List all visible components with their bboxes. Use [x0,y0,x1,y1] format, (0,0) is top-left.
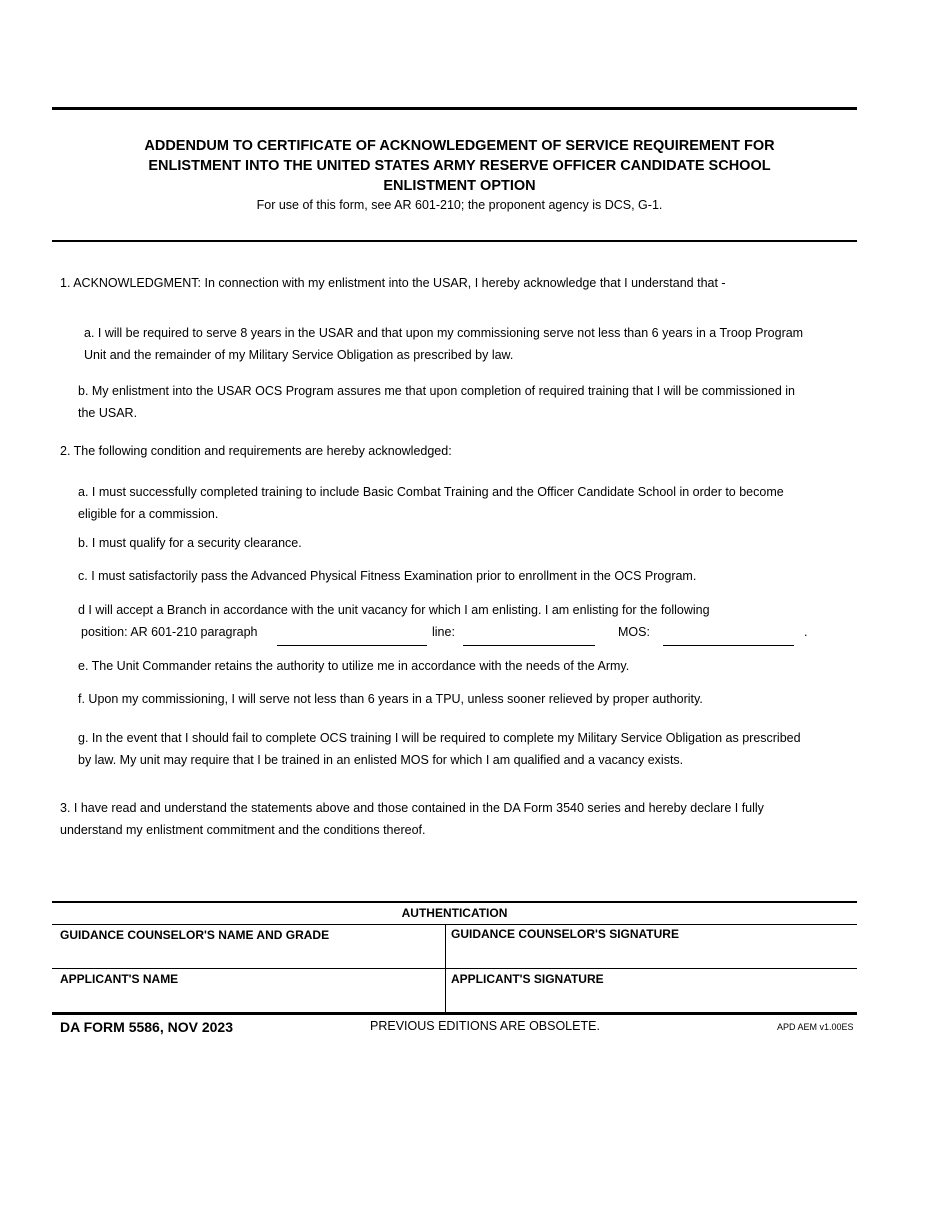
paragraph-3-line-1: 3. I have read and understand the statements above and those contained in the DA Form 3540 series and hereby declare I fully [60,801,764,815]
form-id: DA FORM 5586, NOV 2023 [60,1019,233,1035]
authentication-heading-rule [52,924,857,925]
authentication-section [52,901,857,1015]
paragraph-2b: b. I must qualify for a security clearance. [78,536,302,550]
paragraph-2g-line-1: g. In the event that I should fail to complete OCS training I will be required to complete my Military Service Obligation as prescribed [78,731,801,745]
applicant-name-field[interactable]: APPLICANT'S NAME [60,972,179,986]
paragraph-1a-line-2: Unit and the remainder of my Military Service Obligation as prescribed by law. [84,348,514,362]
paragraph-2a-line-1: a. I must successfully completed training to include Basic Combat Training and the Officer Candidate School in order to become [78,485,784,499]
header-rule [52,240,857,242]
mos-field-underline [663,644,794,646]
authentication-top-rule [52,901,857,903]
line-field-underline [463,644,595,646]
counselor-signature-field[interactable]: GUIDANCE COUNSELOR'S SIGNATURE [451,927,679,941]
line-label: line: [432,625,455,639]
authentication-bottom-rule [52,1012,857,1015]
paragraph-2a-line-2: eligible for a commission. [78,507,219,521]
top-rule [52,107,857,110]
form-subtitle: For use of this form, see AR 601-210; the proponent agency is DCS, G-1. [256,198,663,212]
form-title-line-2: ENLISTMENT INTO THE UNITED STATES ARMY RESERVE OFFICER CANDIDATE SCHOOL [148,158,771,174]
paragraph-2d-line-2: position: AR 601-210 paragraph [81,625,258,639]
editions-note: PREVIOUS EDITIONS ARE OBSOLETE. [370,1019,600,1033]
paragraph-1b-line-2: the USAR. [78,406,138,420]
form-version: APD AEM v1.00ES [777,1022,854,1032]
ar-paragraph-field-underline [277,644,427,646]
form-title-line-3: ENLISTMENT OPTION [383,178,536,194]
paragraph-2c: c. I must satisfactorily pass the Advanced Physical Fitness Examination prior to enrollment in the OCS Program. [78,569,697,583]
paragraph-2g-line-2: by law. My unit may require that I be trained in an enlisted MOS for which I am qualified and a vacancy exists. [78,753,684,767]
authentication-heading: AUTHENTICATION [401,906,508,920]
paragraph-1a-line-1: a. I will be required to serve 8 years in the USAR and that upon my commissioning serve not less than 6 years in a Troop Program [84,326,804,340]
paragraph-1b-line-1: b. My enlistment into the USAR OCS Program assures me that upon completion of required training that I will be commissioned in [78,384,795,398]
paragraph-2e: e. The Unit Commander retains the authority to utilize me in accordance with the needs of the Army. [78,659,630,673]
applicant-signature-field[interactable]: APPLICANT'S SIGNATURE [451,972,604,986]
paragraph-2d-line-1: d I will accept a Branch in accordance with the unit vacancy for which I am enlisting. I am enlisting for the following [78,603,710,617]
paragraph-2: 2. The following condition and requirements are hereby acknowledged: [60,444,452,458]
paragraph-2f: f. Upon my commissioning, I will serve not less than 6 years in a TPU, unless sooner relieved by proper authority. [78,692,703,706]
mos-label: MOS: [618,625,650,639]
paragraph-1: 1. ACKNOWLEDGMENT: In connection with my enlistment into the USAR, I hereby acknowledge that I understand that - [60,276,726,290]
authentication-row-rule [52,968,857,969]
paragraph-3-line-2: understand my enlistment commitment and the conditions thereof. [60,823,426,837]
counselor-name-field[interactable]: GUIDANCE COUNSELOR'S NAME AND GRADE [60,928,330,942]
sentence-period: . [804,625,808,639]
form-title-line-1: ADDENDUM TO CERTIFICATE OF ACKNOWLEDGEMENT OF SERVICE REQUIREMENT FOR [144,138,775,154]
